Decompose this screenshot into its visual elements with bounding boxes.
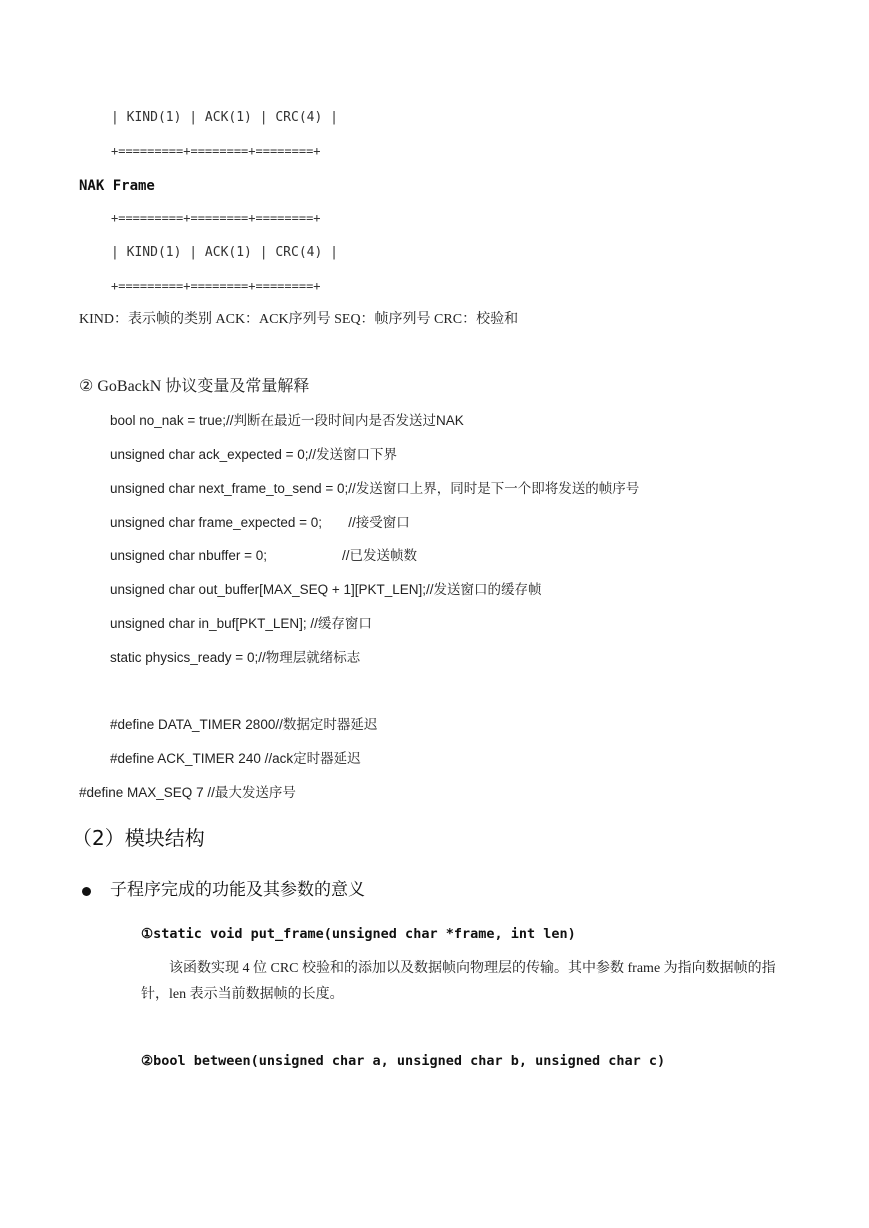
nak-frame-border-bottom: +=========+========+========+: [111, 279, 321, 293]
var-line: unsigned char out_buffer[MAX_SEQ + 1][PKT_LEN];//发送窗口的缓存帧: [110, 582, 542, 597]
nak-frame-border-top: +=========+========+========+: [111, 211, 321, 225]
section-vars-heading: ② GoBackN 协议变量及常量解释: [79, 378, 310, 395]
nak-frame-title: NAK Frame: [79, 178, 155, 194]
field-legend: KIND：表示帧的类别 ACK：ACK序列号 SEQ：帧序列号 CRC：校验和: [79, 312, 519, 327]
module-heading: （2）模块结构: [72, 826, 205, 850]
function-signature: ②bool between(unsigned char a, unsigned char b, unsigned char c): [141, 1053, 666, 1069]
nak-frame-row: | KIND(1) | ACK(1) | CRC(4) |: [111, 245, 338, 260]
var-line: unsigned char ack_expected = 0;//发送窗口下界: [110, 447, 398, 462]
define-line: #define MAX_SEQ 7 //最大发送序号: [79, 785, 296, 800]
ack-frame-border: +=========+========+========+: [111, 144, 321, 158]
define-line: #define DATA_TIMER 2800//数据定时器延迟: [110, 717, 378, 732]
var-line: bool no_nak = true;//判断在最近一段时间内是否发送过NAK: [110, 413, 464, 428]
function-signature: ①static void put_frame(unsigned char *frame, int len): [141, 926, 576, 942]
var-line: unsigned char next_frame_to_send = 0;//发送窗口上界，同时是下一个即将发送的帧序号: [110, 481, 640, 496]
var-line: static physics_ready = 0;//物理层就绪标志: [110, 650, 361, 665]
bullet-icon: [82, 887, 91, 896]
functions-heading: 子程序完成的功能及其参数的意义: [110, 880, 365, 900]
var-line: unsigned char nbuffer = 0; //已发送帧数: [110, 548, 418, 563]
var-line: unsigned char in_buf[PKT_LEN]; //缓存窗口: [110, 616, 372, 631]
ack-frame-row: | KIND(1) | ACK(1) | CRC(4) |: [111, 110, 338, 125]
var-line: unsigned char frame_expected = 0; //接受窗口: [110, 515, 410, 530]
define-line: #define ACK_TIMER 240 //ack定时器延迟: [110, 751, 361, 766]
function-description: 该函数实现 4 位 CRC 校验和的添加以及数据帧向物理层的传输。其中参数 frame 为指向数据帧的指针，len 表示当前数据帧的长度。: [141, 961, 776, 1002]
